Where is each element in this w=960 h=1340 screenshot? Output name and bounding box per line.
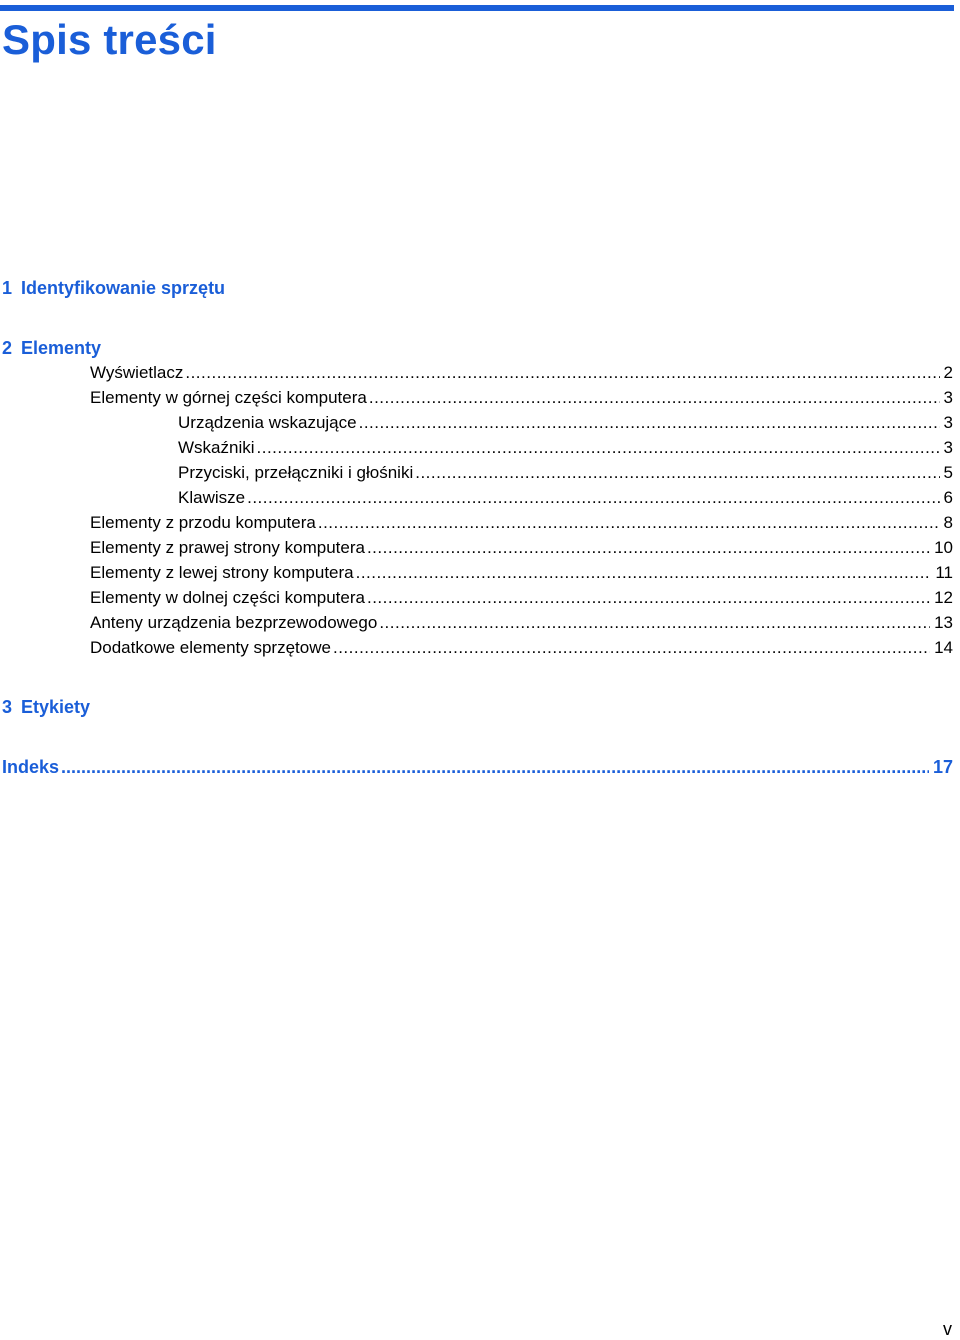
toc-entry-label: Elementy z prawej strony komputera — [90, 538, 365, 557]
index-label: Indeks — [2, 757, 60, 777]
toc-entry-page: 3 — [943, 388, 953, 407]
dot-leader — [356, 562, 932, 584]
chapter-number: 1 — [2, 278, 13, 298]
chapter-number: 3 — [2, 697, 13, 717]
toc-subentry[interactable] — [178, 412, 953, 434]
toc-entry-label: Anteny urządzenia bezprzewodowego — [90, 613, 378, 632]
toc-entry[interactable] — [90, 387, 953, 409]
toc-index-entry[interactable] — [2, 756, 953, 778]
dot-leader — [247, 487, 939, 509]
toc-entry-label: Elementy z lewej strony komputera — [90, 563, 354, 582]
toc-entry-page: 13 — [934, 613, 953, 632]
chapter-number: 2 — [2, 338, 13, 358]
chapter-title: Elementy — [21, 338, 102, 358]
dot-leader — [359, 412, 940, 434]
toc-entry-label: Dodatkowe elementy sprzętowe — [90, 638, 331, 657]
dot-leader — [318, 512, 940, 534]
toc-entry-page: 12 — [934, 588, 953, 607]
toc-entry-label: Elementy w górnej części komputera — [90, 388, 367, 407]
toc-entry-page: 6 — [943, 488, 953, 507]
toc-subentry[interactable] — [178, 437, 953, 459]
toc-entry[interactable] — [90, 612, 953, 634]
toc-entry-page: 3 — [943, 413, 953, 432]
header-rule — [0, 5, 954, 11]
toc-entry-page: 10 — [934, 538, 953, 557]
page-number: v — [943, 1319, 952, 1339]
dot-leader — [61, 756, 929, 778]
toc-entry[interactable] — [90, 512, 953, 534]
dot-leader — [333, 637, 930, 659]
dot-leader — [415, 462, 939, 484]
toc-entry-page: 11 — [935, 563, 953, 582]
toc-entry-page: 2 — [943, 363, 953, 382]
dot-leader — [379, 612, 930, 634]
toc-subentry[interactable] — [178, 487, 953, 509]
toc-entry-page: 5 — [943, 463, 953, 482]
toc-entry-page: 3 — [943, 438, 953, 457]
index-page: 17 — [932, 757, 953, 777]
toc-chapter-3[interactable] — [2, 696, 90, 718]
toc-entry-label: Przyciski, przełączniki i głośniki — [178, 463, 414, 482]
dot-leader — [367, 587, 930, 609]
chapter-title: Etykiety — [21, 697, 91, 717]
toc-chapter-1[interactable] — [2, 277, 225, 299]
toc-entry-label: Wyświetlacz — [90, 363, 184, 382]
toc-entry[interactable] — [90, 562, 953, 584]
toc-entry[interactable] — [90, 637, 953, 659]
toc-entry[interactable] — [90, 537, 953, 559]
dot-leader — [369, 387, 940, 409]
dot-leader — [185, 362, 939, 384]
toc-entry-label: Urządzenia wskazujące — [178, 413, 357, 432]
toc-entry-page: 8 — [943, 513, 953, 532]
toc-entry-label: Wskaźniki — [178, 438, 255, 457]
toc-chapter-2[interactable] — [2, 337, 101, 359]
toc-subentry[interactable] — [178, 462, 953, 484]
dot-leader — [367, 537, 930, 559]
toc-entry-label: Klawisze — [178, 488, 246, 507]
toc-entry-page: 14 — [934, 638, 953, 657]
toc-entry[interactable] — [90, 362, 953, 384]
dot-leader — [257, 437, 940, 459]
toc-entry-label: Elementy z przodu komputera — [90, 513, 316, 532]
chapter-title: Identyfikowanie sprzętu — [21, 278, 226, 298]
page-title: Spis treści — [2, 16, 217, 63]
toc-entry[interactable] — [90, 587, 953, 609]
toc-entry-label: Elementy w dolnej części komputera — [90, 588, 365, 607]
